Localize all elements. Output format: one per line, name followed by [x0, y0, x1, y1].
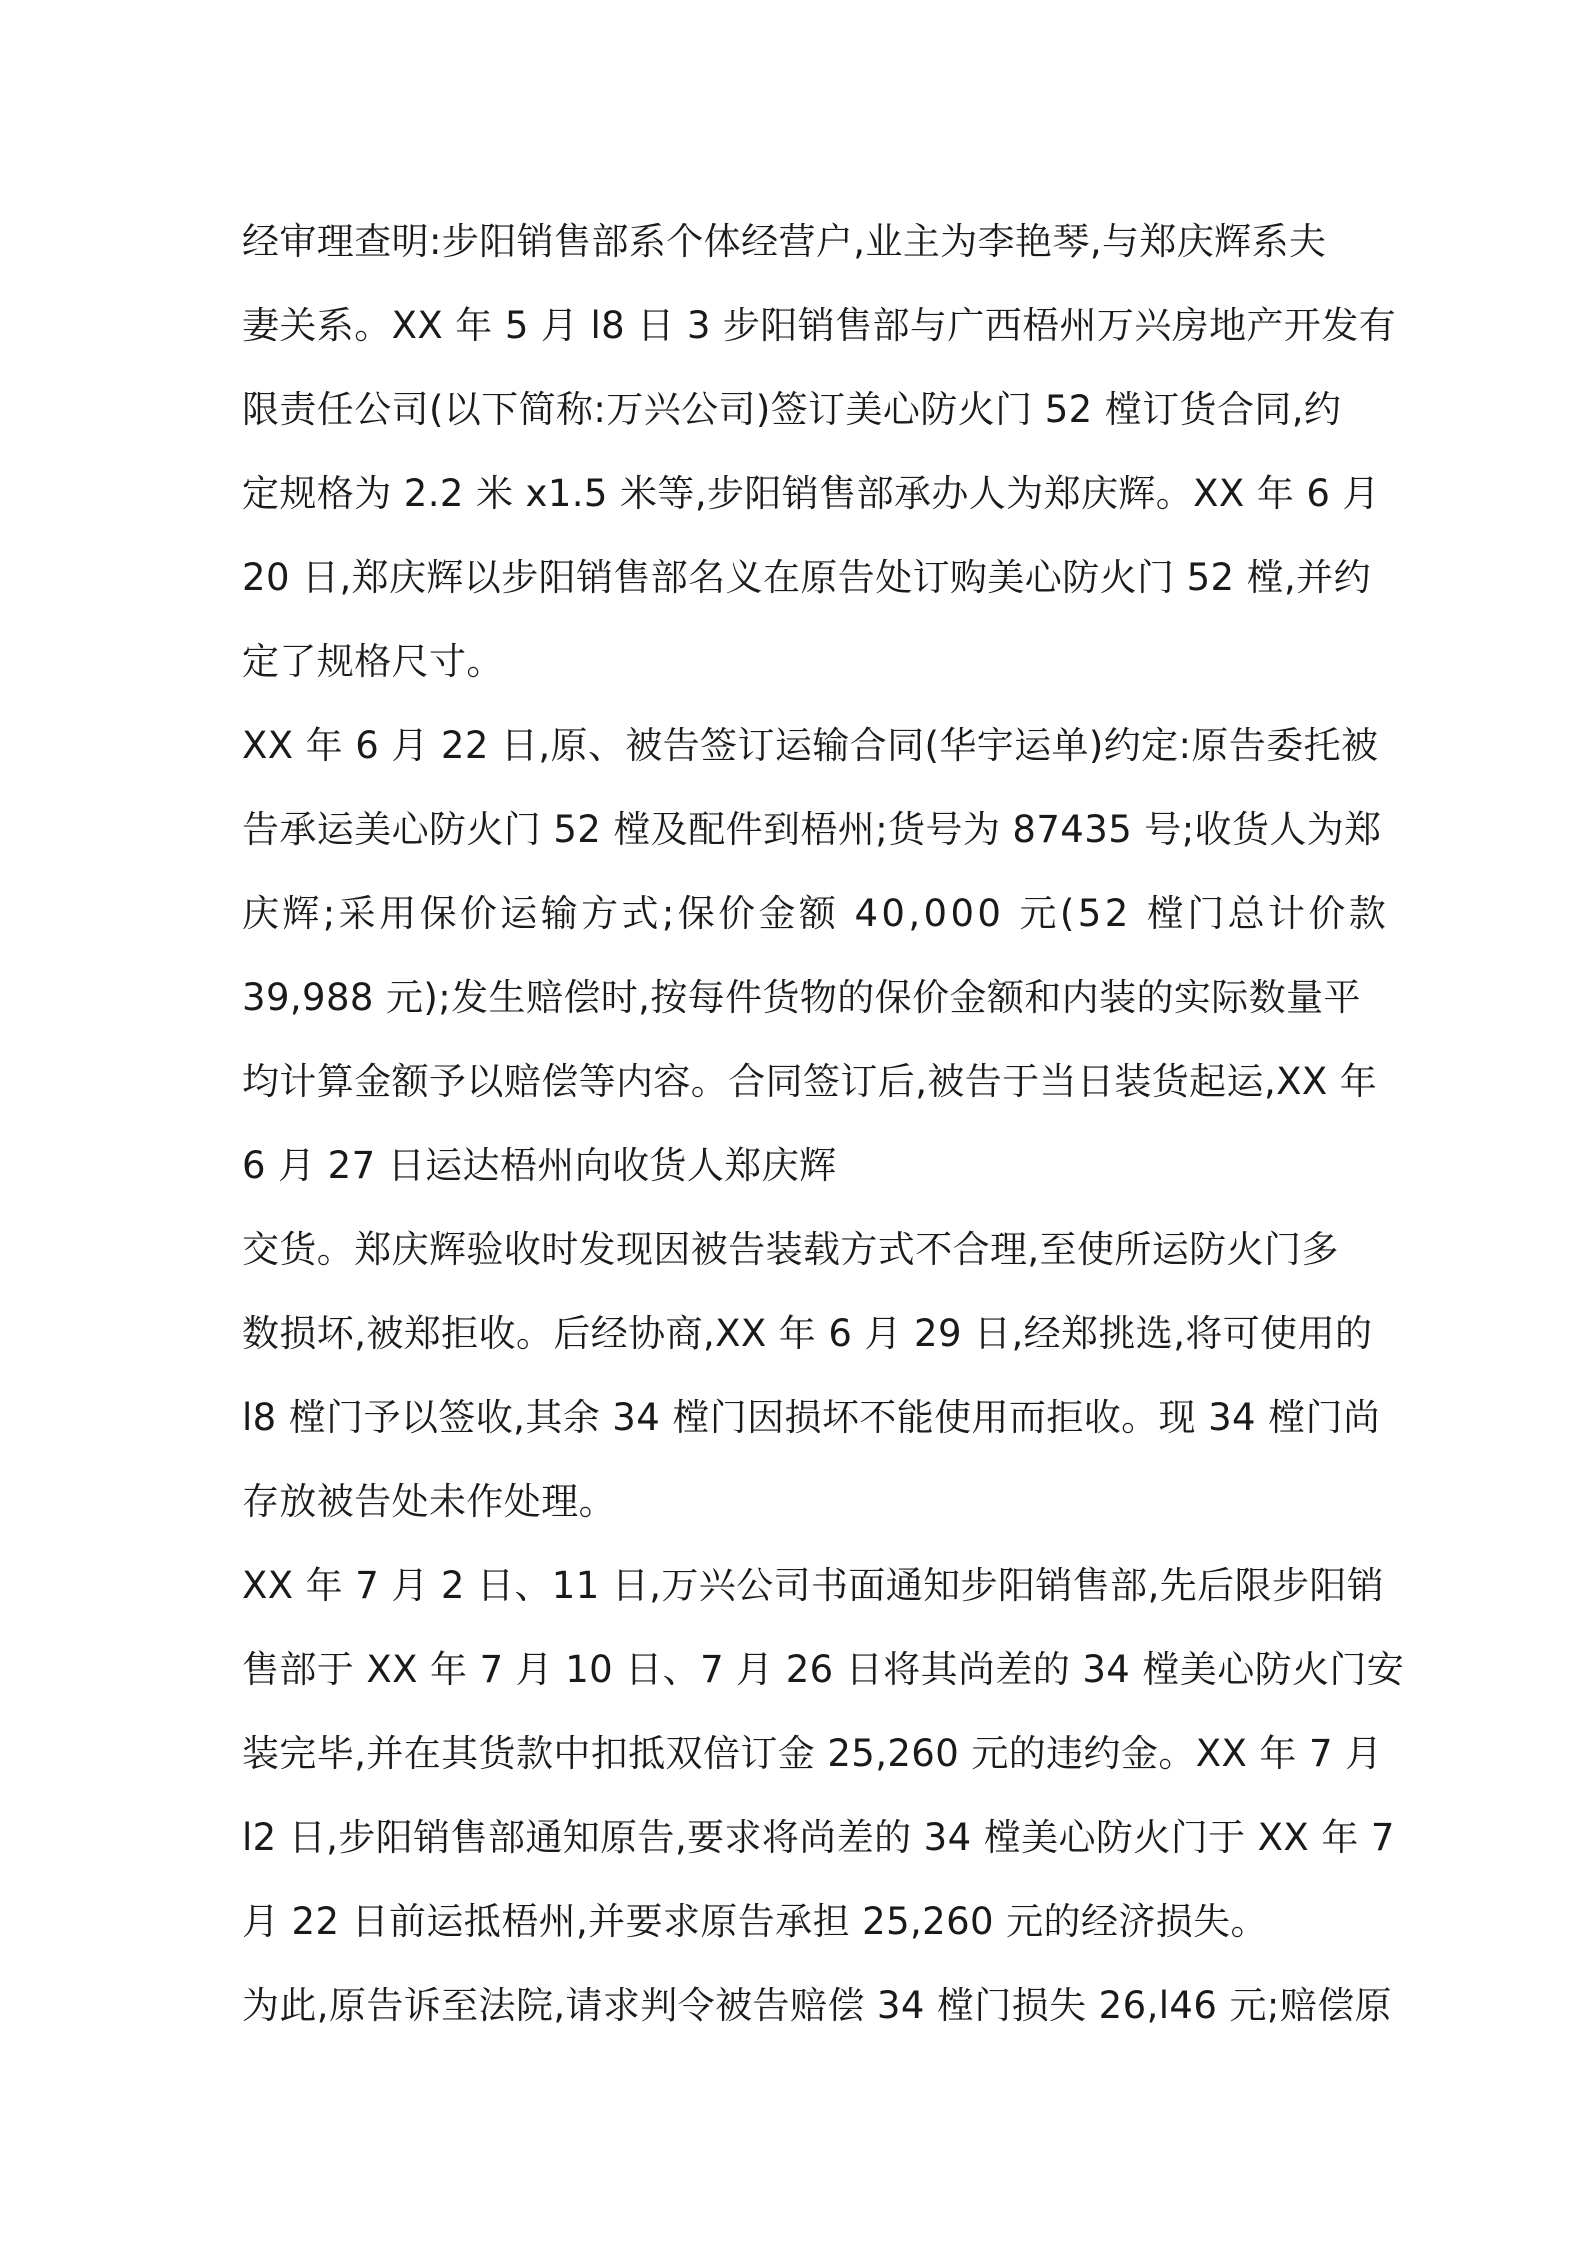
- text-line: XX 年 7 月 2 日、11 日,万兴公司书面通知步阳销售部,先后限步阳销: [242, 1564, 1385, 1607]
- text-line: 存放被告处未作处理。: [242, 1480, 616, 1523]
- text-line: 定规格为 2.2 米 x1.5 米等,步阳销售部承办人为郑庆辉。XX 年 6 月: [242, 472, 1380, 515]
- text-line: 数损坏,被郑拒收。后经协商,XX 年 6 月 29 日,经郑挑选,将可使用的: [242, 1312, 1373, 1355]
- text-line: l8 樘门予以签收,其余 34 樘门因损坏不能使用而拒收。现 34 樘门尚: [242, 1396, 1381, 1439]
- text-line: 39,988 元);发生赔偿时,按每件货物的保价金额和内装的实际数量平: [242, 976, 1361, 1019]
- text-line: 经审理查明:步阳销售部系个体经营户,业主为李艳琴,与郑庆辉系夫: [242, 220, 1327, 263]
- text-line: 为此,原告诉至法院,请求判令被告赔偿 34 樘门损失 26,l46 元;赔偿原: [242, 1984, 1392, 2027]
- document-body: [242, 200, 1405, 2048]
- text-line: 限责任公司(以下简称:万兴公司)签订美心防火门 52 樘订货合同,约: [242, 388, 1342, 431]
- text-line: 月 22 日前运抵梧州,并要求原告承担 25,260 元的经济损失。: [242, 1900, 1268, 1943]
- text-line: 定了规格尺寸。: [242, 640, 504, 683]
- text-line: 庆辉;采用保价运输方式;保价金额 40,000 元(52 樘门总计价款: [242, 892, 1390, 935]
- text-line: XX 年 6 月 22 日,原、被告签订运输合同(华宇运单)约定:原告委托被: [242, 724, 1379, 767]
- text-line: 交货。郑庆辉验收时发现因被告装载方式不合理,至使所运防火门多: [242, 1228, 1339, 1271]
- text-line: 装完毕,并在其货款中扣抵双倍订金 25,260 元的违约金。XX 年 7 月: [242, 1732, 1383, 1775]
- text-line: 售部于 XX 年 7 月 10 日、7 月 26 日将其尚差的 34 樘美心防火门安: [242, 1648, 1405, 1691]
- text-line: 告承运美心防火门 52 樘及配件到梧州;货号为 87435 号;收货人为郑: [242, 808, 1382, 851]
- text-line: 20 日,郑庆辉以步阳销售部名义在原告处订购美心防火门 52 樘,并约: [242, 556, 1371, 599]
- text-line: l2 日,步阳销售部通知原告,要求将尚差的 34 樘美心防火门于 XX 年 7: [242, 1816, 1395, 1859]
- text-line: 妻关系。XX 年 5 月 l8 日 3 步阳销售部与广西梧州万兴房地产开发有: [242, 304, 1397, 347]
- text-line: 均计算金额予以赔偿等内容。合同签订后,被告于当日装货起运,XX 年: [242, 1060, 1378, 1103]
- text-line: 6 月 27 日运达梧州向收货人郑庆辉: [242, 1144, 837, 1187]
